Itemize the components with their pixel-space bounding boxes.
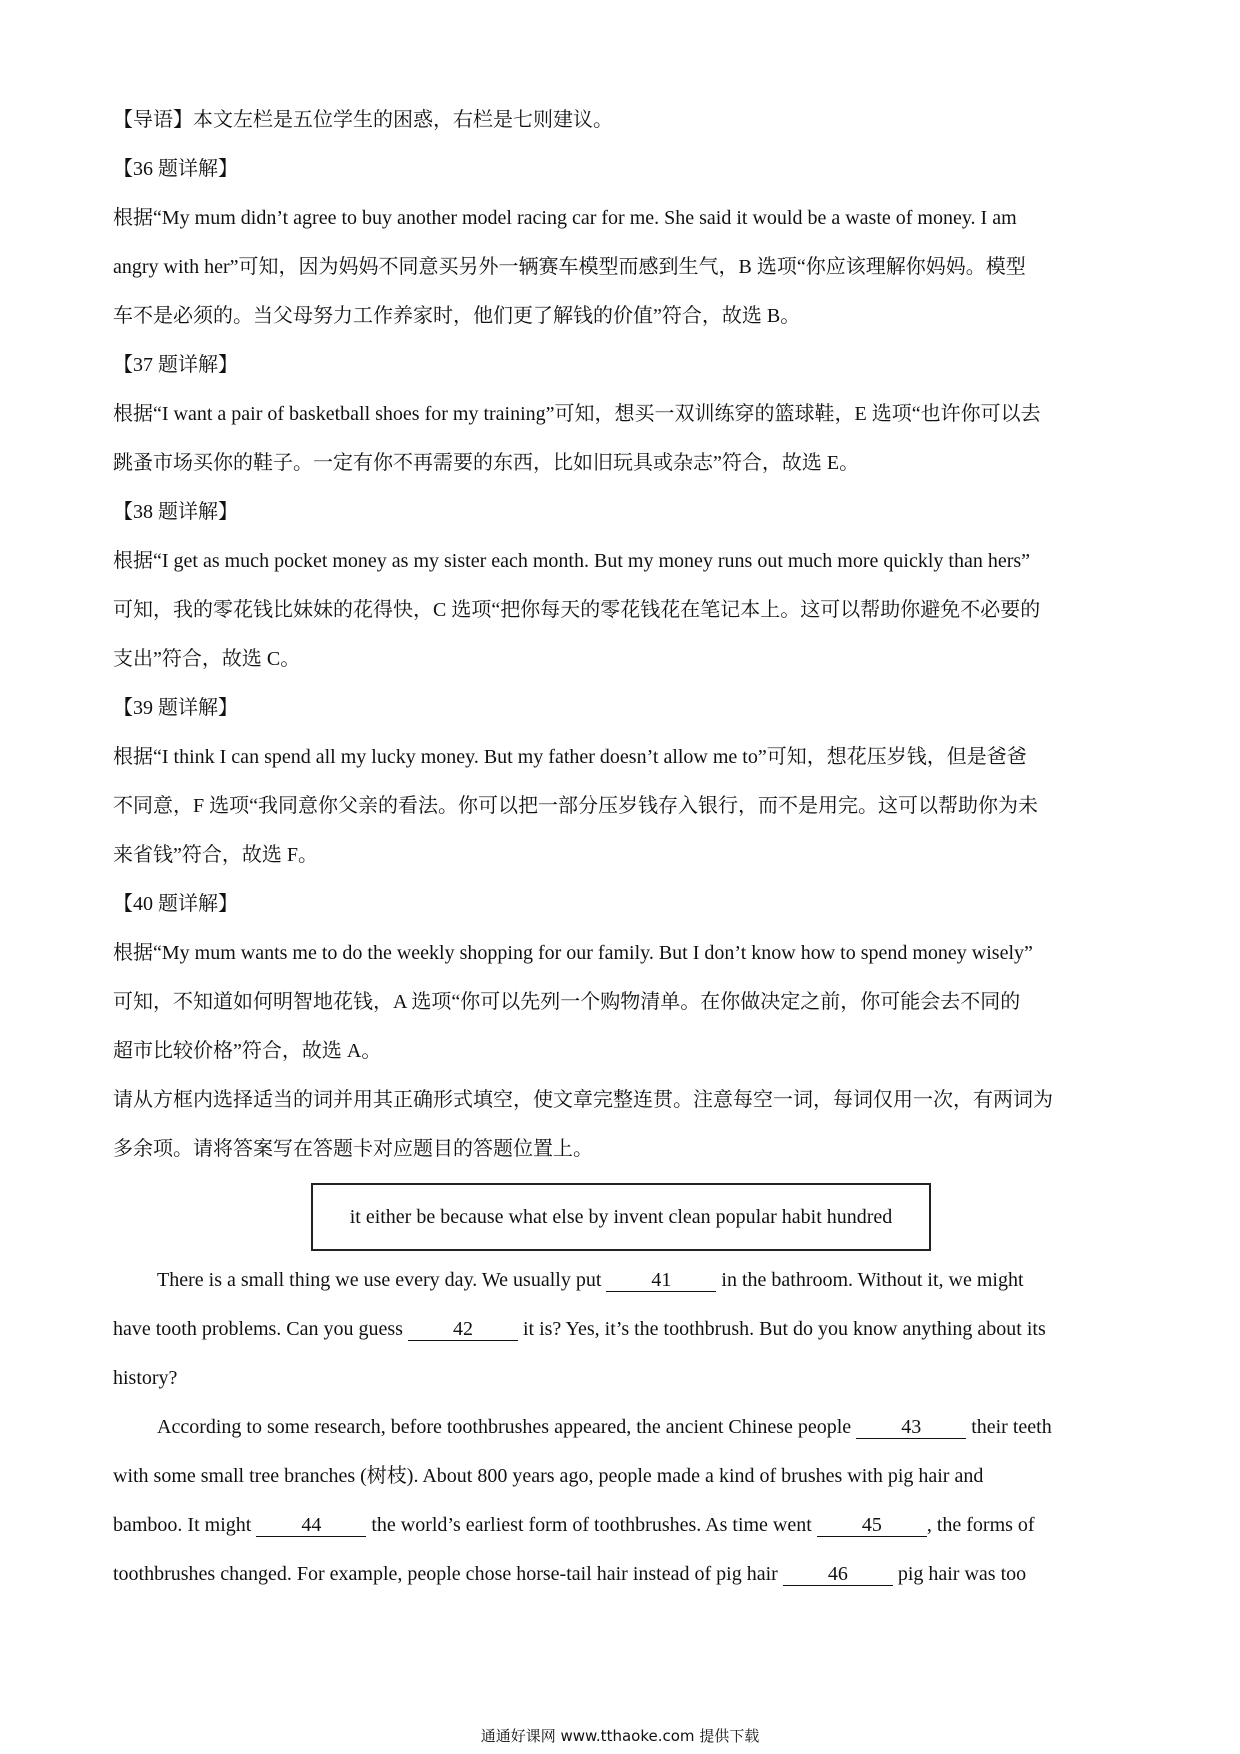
intro-line: 【导语】本文左栏是五位学生的困惑，右栏是七则建议。 bbox=[113, 109, 613, 131]
passage-text: According to some research, before toothbrushes appeared, the ancient Chinese people bbox=[157, 1416, 852, 1438]
word-box-container bbox=[113, 1174, 1133, 1256]
q36-line-3: 车不是必须的。当父母努力工作养家时，他们更了解钱的价值”符合，故选 B。 bbox=[113, 305, 801, 327]
q40-line-3: 超市比较价格”符合，故选 A。 bbox=[113, 1040, 382, 1062]
passage-text: it is? Yes, it’s the toothbrush. But do you know anything about its bbox=[522, 1318, 1046, 1340]
blank-46: 46 bbox=[783, 1563, 893, 1586]
q39-line-2: 不同意，F 选项“我同意你父亲的看法。你可以把一部分压岁钱存入银行，而不是用完。这可以帮助你为未 bbox=[113, 795, 1038, 817]
q37-line-1: 根据“I want a pair of basketball shoes for my training”可知，想买一双训练穿的篮球鞋，E 选项“也许你可以去 bbox=[113, 403, 1041, 425]
instruction-line-1: 请从方框内选择适当的词并用其正确形式填空，使文章完整连贯。注意每空一词，每词仅用一次，有两词为 bbox=[113, 1089, 1053, 1111]
q39-line-3: 来省钱”符合，故选 F。 bbox=[113, 844, 318, 866]
passage-line-7 bbox=[113, 1550, 1133, 1599]
q39-line-1: 根据“I think I can spend all my lucky money. But my father doesn’t allow me to”可知，想花压岁钱，但是爸爸 bbox=[113, 746, 1027, 768]
passage-text: with some small tree branches (树枝). About 800 years ago, people made a kind of brushes with pig hair and bbox=[113, 1465, 984, 1487]
passage-text: in the bathroom. Without it, we might bbox=[721, 1269, 1024, 1291]
passage-text: their teeth bbox=[971, 1416, 1052, 1438]
footer-watermark: 通通好课网 www.tthaoke.com 提供下载 bbox=[480, 1727, 760, 1745]
q39-heading: 【39 题详解】 bbox=[113, 697, 238, 719]
q38-heading: 【38 题详解】 bbox=[113, 501, 238, 523]
q38-line-1: 根据“I get as much pocket money as my sister each month. But my money runs out much more quickly than hers” bbox=[113, 550, 1031, 572]
q36-line-1: 根据“My mum didn’t agree to buy another model racing car for me. She said it would be a waste of money. I am bbox=[113, 207, 1017, 229]
q40-line-2: 可知，不知道如何明智地花钱，A 选项“你可以先列一个购物清单。在你做决定之前，你可能会去不同的 bbox=[113, 991, 1021, 1013]
blank-44: 44 bbox=[256, 1514, 366, 1537]
passage-text: , the forms of bbox=[926, 1514, 1035, 1536]
passage-line-5 bbox=[113, 1452, 1133, 1501]
blank-45: 45 bbox=[817, 1514, 927, 1537]
q37-heading: 【37 题详解】 bbox=[113, 354, 238, 376]
passage-text: bamboo. It might bbox=[113, 1514, 252, 1536]
passage-text: toothbrushes changed. For example, people chose horse-tail hair instead of pig hair bbox=[113, 1563, 778, 1585]
passage-text: have tooth problems. Can you guess bbox=[113, 1318, 403, 1340]
passage-line-3 bbox=[113, 1354, 1133, 1403]
passage-text: pig hair was too bbox=[897, 1563, 1027, 1585]
q37-line-2: 跳蚤市场买你的鞋子。一定有你不再需要的东西，比如旧玩具或杂志”符合，故选 E。 bbox=[113, 452, 860, 474]
q40-line-1: 根据“My mum wants me to do the weekly shopping for our family. But I don’t know how to spend money wisely” bbox=[113, 942, 1033, 964]
passage-line-6 bbox=[113, 1501, 1133, 1550]
blank-42: 42 bbox=[408, 1318, 518, 1341]
word-box: it either be because what else by invent clean popular habit hundred bbox=[311, 1183, 931, 1251]
passage-text: history? bbox=[113, 1367, 178, 1389]
instruction-line-2: 多余项。请将答案写在答题卡对应题目的答题位置上。 bbox=[113, 1138, 593, 1160]
q36-heading: 【36 题详解】 bbox=[113, 158, 238, 180]
passage-text: the world’s earliest form of toothbrushes. As time went bbox=[371, 1514, 812, 1536]
passage-line-2 bbox=[113, 1305, 1133, 1354]
document-content bbox=[113, 96, 1133, 1599]
q36-line-2: angry with her”可知，因为妈妈不同意买另外一辆赛车模型而感到生气，B 选项“你应该理解你妈妈。模型 bbox=[113, 256, 1026, 278]
passage-line-1 bbox=[113, 1256, 1133, 1305]
passage-text: There is a small thing we use every day. We usually put bbox=[157, 1269, 602, 1291]
q38-line-2: 可知，我的零花钱比妹妹的花得快，C 选项“把你每天的零花钱花在笔记本上。这可以帮助你避免不必要的 bbox=[113, 599, 1041, 621]
blank-43: 43 bbox=[856, 1416, 966, 1439]
q38-line-3: 支出”符合，故选 C。 bbox=[113, 648, 301, 670]
blank-41: 41 bbox=[606, 1269, 716, 1292]
q40-heading: 【40 题详解】 bbox=[113, 893, 238, 915]
passage-line-4 bbox=[113, 1403, 1133, 1452]
